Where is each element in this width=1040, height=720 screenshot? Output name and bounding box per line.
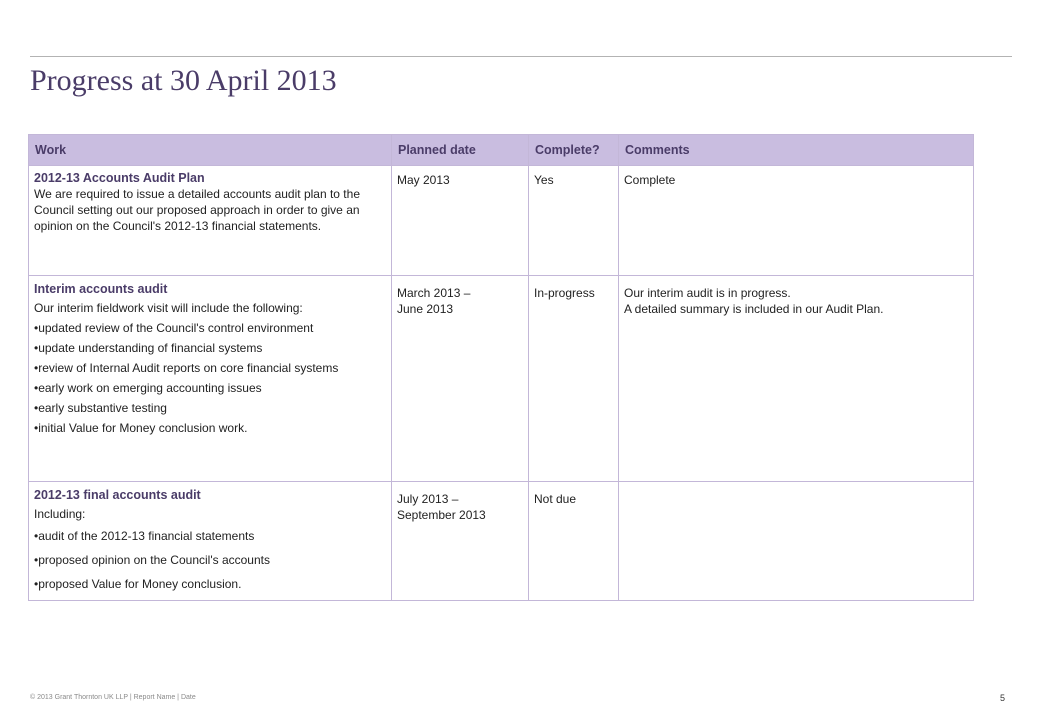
complete-cell: In-progress: [529, 276, 619, 482]
comment-line: Our interim audit is in progress.: [624, 286, 791, 300]
list-item: • initial Value for Money conclusion work.: [34, 418, 386, 438]
list-item: • review of Internal Audit reports on core financial systems: [34, 358, 354, 378]
comment-line: A detailed summary is included in our Audit Plan.: [624, 302, 884, 316]
list-item: • proposed opinion on the Council's accounts: [34, 548, 386, 572]
planned-date: July 2013 – September 2013: [397, 492, 486, 522]
progress-table: [28, 134, 974, 601]
list-item: • audit of the 2012-13 financial statements: [34, 524, 386, 548]
comments-cell: [619, 276, 974, 482]
work-description: We are required to issue a detailed accounts audit plan to the Council setting out our proposed approach in order to give an opinion on the Council's 2012-13 financial statements.: [34, 187, 360, 233]
header-rule: [30, 56, 1012, 57]
work-title: 2012-13 Accounts Audit Plan: [34, 171, 205, 185]
column-header-work: Work: [29, 135, 392, 166]
bullet-list: [34, 524, 386, 596]
table-row: [29, 276, 974, 482]
work-cell: [29, 166, 392, 276]
page-number: 5: [1000, 693, 1006, 703]
work-cell: [29, 276, 392, 482]
column-header-planned-date: Planned date: [392, 135, 529, 166]
list-item: • updated review of the Council's control environment: [34, 318, 386, 338]
complete-cell: Yes: [529, 166, 619, 276]
column-header-comments: Comments: [619, 135, 974, 166]
footer-text: © 2013 Grant Thornton UK LLP | Report Name | Date: [30, 694, 196, 701]
planned-date-cell: May 2013: [392, 166, 529, 276]
work-description: Our interim fieldwork visit will include the following:: [34, 301, 303, 315]
work-title: Interim accounts audit: [34, 282, 168, 296]
list-item: • early work on emerging accounting issues: [34, 378, 386, 398]
bullet-list: [34, 318, 386, 438]
complete-cell: Not due: [529, 482, 619, 601]
work-title: 2012-13 final accounts audit: [34, 488, 201, 502]
table-row: [29, 482, 974, 601]
table-row: [29, 166, 974, 276]
list-item: • proposed Value for Money conclusion.: [34, 572, 386, 596]
list-item: • update understanding of financial systems: [34, 338, 386, 358]
planned-date: March 2013 – June 2013: [397, 286, 471, 316]
planned-date-cell: [392, 482, 529, 601]
planned-date-cell: [392, 276, 529, 482]
page-title: Progress at 30 April 2013: [30, 64, 337, 97]
table-header-row: [29, 135, 974, 166]
column-header-complete: Complete?: [529, 135, 619, 166]
comments-cell: [619, 482, 974, 601]
work-cell: [29, 482, 392, 601]
work-description: Including:: [34, 507, 86, 521]
list-item: • early substantive testing: [34, 398, 386, 418]
comments-cell: [619, 166, 974, 276]
comment-line: Complete: [624, 173, 676, 187]
